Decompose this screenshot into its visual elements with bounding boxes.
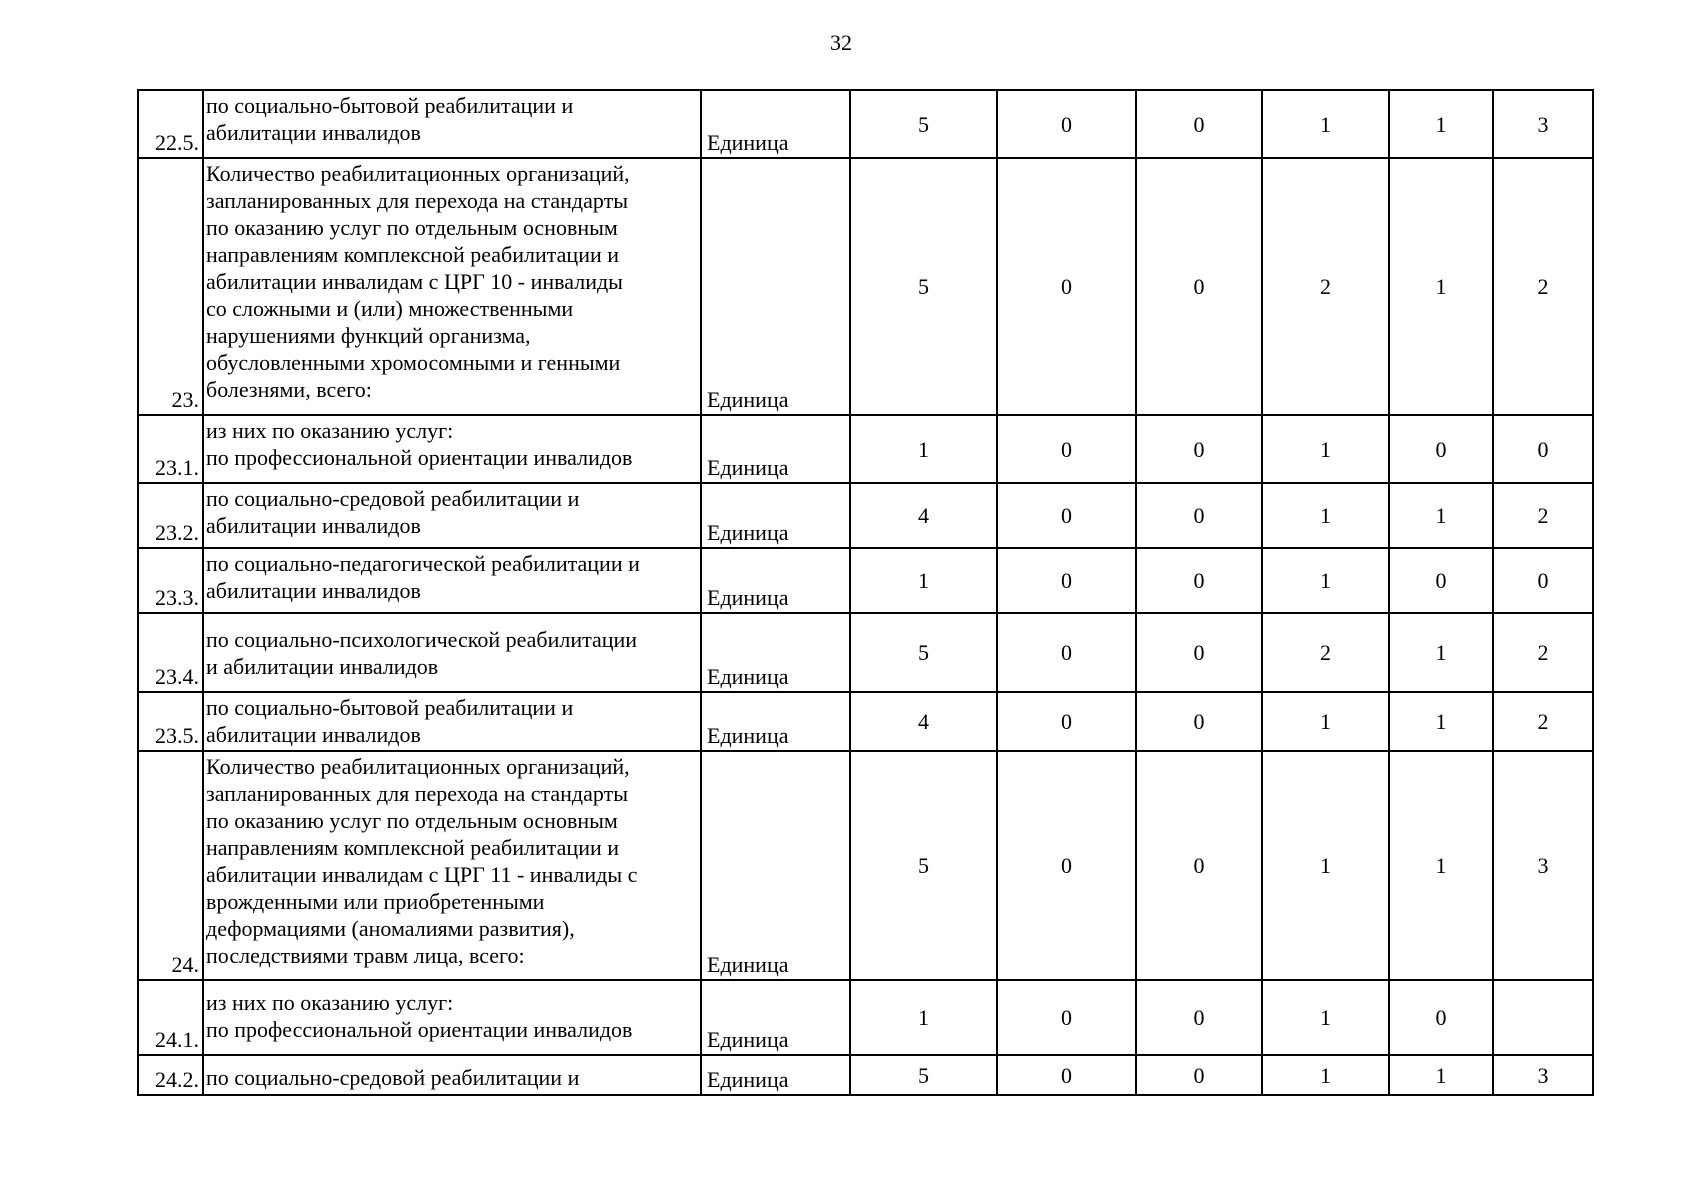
row-value: 4	[850, 483, 997, 548]
page-number: 32	[830, 30, 852, 55]
table-row	[138, 1055, 1593, 1095]
row-unit: Единица	[701, 483, 850, 548]
row-value: 1	[1389, 90, 1493, 158]
row-value: 5	[850, 158, 997, 415]
row-value: 1	[1262, 1055, 1389, 1095]
table-row	[138, 415, 1593, 483]
row-value: 1	[1262, 90, 1389, 158]
data-table	[137, 89, 1594, 1096]
table-row	[138, 692, 1593, 751]
row-unit: Единица	[701, 613, 850, 692]
row-value: 0	[1136, 980, 1262, 1055]
row-value: 3	[1493, 1055, 1593, 1095]
row-number: 24.1.	[138, 980, 203, 1055]
row-value: 5	[850, 613, 997, 692]
row-value: 5	[850, 90, 997, 158]
row-value: 5	[850, 1055, 997, 1095]
row-unit: Единица	[701, 158, 850, 415]
row-description: по социально-психологической реабилитации и абилитации инвалидов	[203, 613, 701, 692]
table-row	[138, 483, 1593, 548]
row-unit: Единица	[701, 980, 850, 1055]
row-value: 0	[1136, 1055, 1262, 1095]
row-value: 1	[1389, 692, 1493, 751]
row-value: 2	[1262, 158, 1389, 415]
table-row	[138, 613, 1593, 692]
row-value: 1	[1262, 415, 1389, 483]
table-row	[138, 548, 1593, 613]
row-value: 0	[1136, 483, 1262, 548]
row-value: 2	[1493, 613, 1593, 692]
row-value: 1	[1262, 980, 1389, 1055]
row-description: по социально-педагогической реабилитации и абилитации инвалидов	[203, 548, 701, 613]
row-number: 23.2.	[138, 483, 203, 548]
row-value: 0	[997, 980, 1136, 1055]
row-description: Количество реабилитационных организаций, запланированных для перехода на стандарты по оказанию услуг по отдельным основным направлениям комплексной реабилитации и абилитации инвалидам с ЦРГ 11 - инвалиды с врожденными или приобретенными деформациями (аномалиями развития), последствиями травм лица, всего:	[203, 751, 701, 980]
row-value: 0	[1136, 90, 1262, 158]
row-value: 2	[1493, 158, 1593, 415]
row-value: 5	[850, 751, 997, 980]
row-unit: Единица	[701, 1055, 850, 1095]
row-value: 1	[1389, 1055, 1493, 1095]
row-value: 0	[997, 692, 1136, 751]
row-value: 3	[1493, 751, 1593, 980]
row-value: 0	[997, 613, 1136, 692]
row-value: 4	[850, 692, 997, 751]
row-description: из них по оказанию услуг: по профессиональной ориентации инвалидов	[203, 415, 701, 483]
row-description: по социально-средовой реабилитации и абилитации инвалидов	[203, 483, 701, 548]
row-description: по социально-бытовой реабилитации и абилитации инвалидов	[203, 692, 701, 751]
row-value: 0	[997, 1055, 1136, 1095]
row-unit: Единица	[701, 90, 850, 158]
row-value: 0	[1493, 415, 1593, 483]
row-value: 0	[1389, 980, 1493, 1055]
row-value: 1	[850, 980, 997, 1055]
table-row	[138, 751, 1593, 980]
row-description: по социально-средовой реабилитации и	[203, 1055, 701, 1095]
row-value: 0	[997, 751, 1136, 980]
row-value: 0	[997, 158, 1136, 415]
row-value: 1	[850, 415, 997, 483]
row-value: 2	[1262, 613, 1389, 692]
row-value: 1	[1262, 548, 1389, 613]
row-value: 3	[1493, 90, 1593, 158]
row-number: 23.	[138, 158, 203, 415]
row-unit: Единица	[701, 548, 850, 613]
row-unit: Единица	[701, 692, 850, 751]
row-value: 0	[997, 483, 1136, 548]
row-value: 0	[997, 90, 1136, 158]
row-value: 0	[997, 548, 1136, 613]
table-row	[138, 980, 1593, 1055]
row-value: 0	[1389, 415, 1493, 483]
row-value: 1	[1389, 158, 1493, 415]
row-unit: Единица	[701, 751, 850, 980]
row-value: 1	[1262, 483, 1389, 548]
row-value: 1	[1262, 692, 1389, 751]
row-value: 2	[1493, 692, 1593, 751]
row-value: 1	[1389, 613, 1493, 692]
row-value: 1	[1389, 483, 1493, 548]
row-number: 23.5.	[138, 692, 203, 751]
row-value: 0	[1493, 548, 1593, 613]
row-unit: Единица	[701, 415, 850, 483]
row-value: 0	[1136, 692, 1262, 751]
row-number: 24.2.	[138, 1055, 203, 1095]
row-description: Количество реабилитационных организаций, запланированных для перехода на стандарты по оказанию услуг по отдельным основным направлениям комплексной реабилитации и абилитации инвалидам с ЦРГ 10 - инвалиды со сложными и (или) множественными нарушениями функций организма, обусловленными хромосомными и генными болезнями, всего:	[203, 158, 701, 415]
row-value: 0	[997, 415, 1136, 483]
row-value: 1	[1262, 751, 1389, 980]
row-value: 0	[1389, 548, 1493, 613]
row-number: 22.5.	[138, 90, 203, 158]
row-number: 24.	[138, 751, 203, 980]
row-value	[1493, 980, 1593, 1055]
table-row	[138, 158, 1593, 415]
row-value: 0	[1136, 548, 1262, 613]
row-value: 0	[1136, 415, 1262, 483]
row-number: 23.3.	[138, 548, 203, 613]
row-value: 1	[1389, 751, 1493, 980]
row-description: из них по оказанию услуг: по профессиональной ориентации инвалидов	[203, 980, 701, 1055]
row-value: 0	[1136, 751, 1262, 980]
row-value: 0	[1136, 613, 1262, 692]
table-row	[138, 90, 1593, 158]
row-number: 23.4.	[138, 613, 203, 692]
row-value: 2	[1493, 483, 1593, 548]
row-number: 23.1.	[138, 415, 203, 483]
row-description: по социально-бытовой реабилитации и абилитации инвалидов	[203, 90, 701, 158]
row-value: 1	[850, 548, 997, 613]
row-value: 0	[1136, 158, 1262, 415]
